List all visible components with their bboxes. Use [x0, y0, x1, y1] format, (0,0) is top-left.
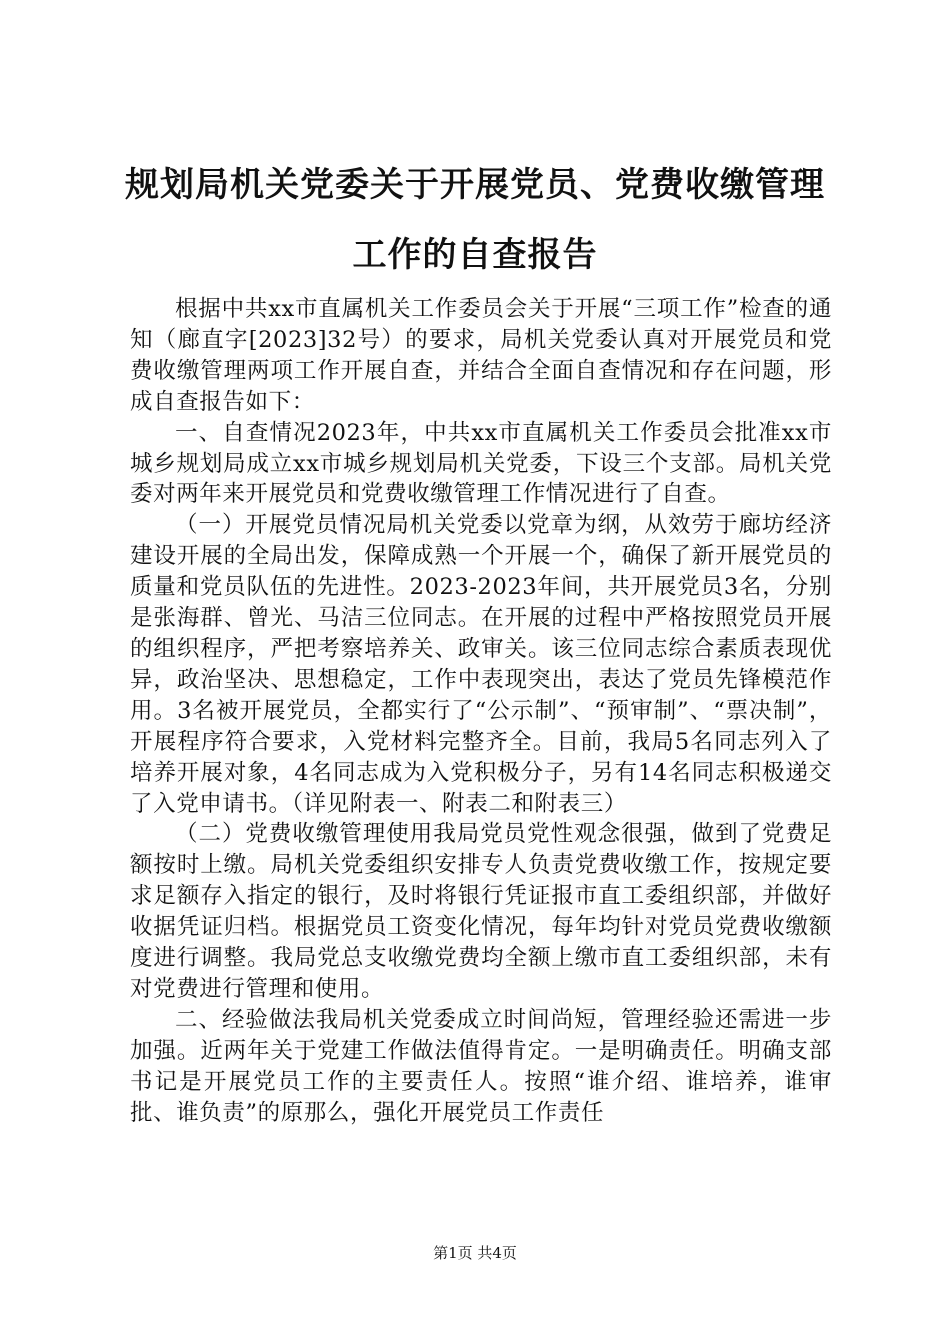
document-body	[130, 294, 832, 1128]
paragraph-experience: 二、经验做法我局机关党委成立时间尚短，管理经验还需进一步加强。近两年关于党建工作做法值得肯定。一是明确责任。明确支部书记是开展党员工作的主要责任人。按照“谁介绍、谁培养，谁审批、谁负责”的原那么，强化开展党员工作责任	[130, 1006, 832, 1126]
paragraph-self-check: 一、自查情况2023年，中共xx市直属机关工作委员会批准xx市城乡规划局成立xx市城乡规划局机关党委，下设三个支部。局机关党委对两年来开展党员和党费收缴管理工作情况进行了自查。	[130, 419, 832, 508]
page-footer: 第1页 共4页	[433, 1244, 517, 1262]
document-title: 规划局机关党委关于开展党员、党费收缴管理工作的自查报告	[125, 165, 825, 275]
paragraph-intro: 根据中共xx市直属机关工作委员会关于开展“三项工作”检查的通知（廊直字[2023]32号）的要求，局机关党委认真对开展党员和党费收缴管理两项工作开展自查，并结合全面自查情况和存在问题，形成自查报告如下：	[130, 296, 832, 415]
paragraph-member-development: （一）开展党员情况局机关党委以党章为纲，从效劳于廊坊经济建设开展的全局出发，保障成熟一个开展一个，确保了新开展党员的质量和党员队伍的先进性。2023-2023年间，共开展党员3名，分别是张海群、曾光、马洁三位同志。在开展的过程中严格按照党员开展的组织程序，严把考察培养关、政审关。该三位同志综合素质表现优异，政治坚决、思想稳定，工作中表现突出，表达了党员先锋模范作用。3名被开展党员，全都实行了“公示制”、“预审制”、“票决制”，开展程序符合要求，入党材料完整齐全。目前，我局5名同志列入了培养开展对象，4名同志成为入党积极分子，另有14名同志积极递交了入党申请书。（详见附表一、附表二和附表三）	[130, 512, 832, 817]
paragraph-dues-management: （二）党费收缴管理使用我局党员党性观念很强，做到了党费足额按时上缴。局机关党委组织安排专人负责党费收缴工作，按规定要求足额存入指定的银行，及时将银行凭证报市直工委组织部，并做好收据凭证归档。根据党员工资变化情况，每年均针对党员党费收缴额度进行调整。我局党总支收缴党费均全额上缴市直工委组织部，未有对党费进行管理和使用。	[130, 821, 832, 1002]
